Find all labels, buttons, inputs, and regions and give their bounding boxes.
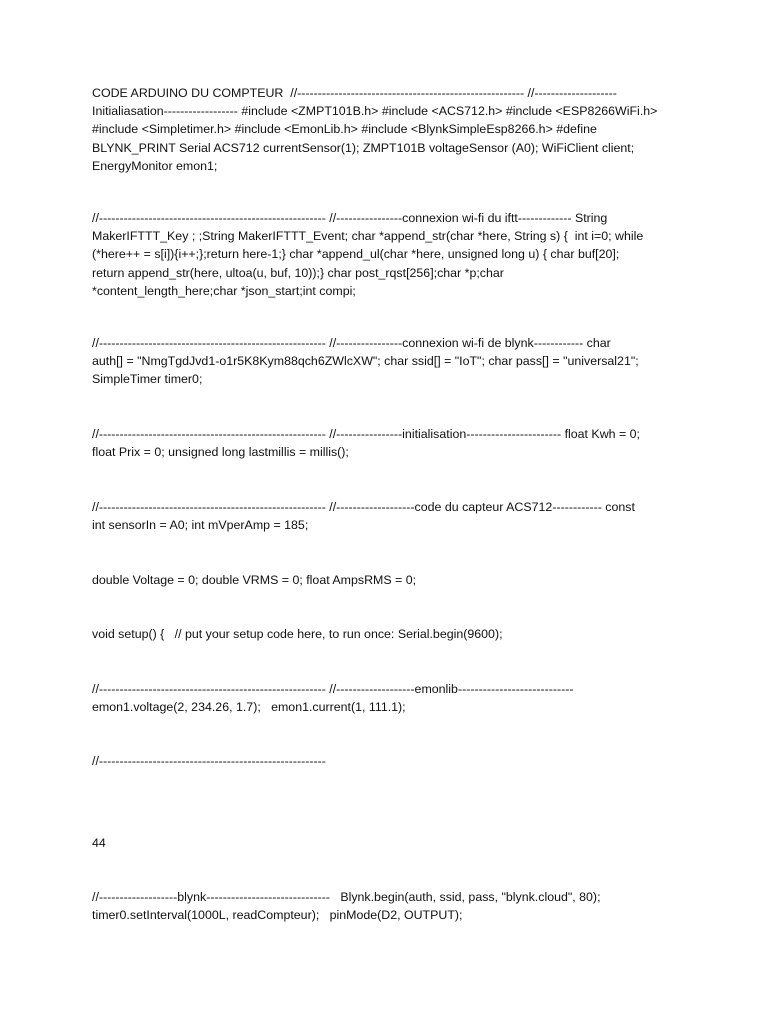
code-paragraph-includes: CODE ARDUINO DU COMPTEUR //------------------------------------------------------- //-------------------- Initialiasation------------------ #include <ZMPT101B.h> #include <ACS712.h> #include <ESP8266WiFi.h> #include <Simpletimer.h> #include <EmonLib.h> #include <BlynkSimpleEsp8266.h> #define BLYNK_PRINT Serial ACS712 currentSensor(1); ZMPT101B voltageSensor (A0); WiFiClient client; EnergyMonitor emon1;: [92, 86, 658, 173]
code-paragraph-initialisation: //------------------------------------------------------- //----------------initialisation----------------------- float Kwh = 0; float Prix = 0; unsigned long lastmillis = millis();: [92, 427, 640, 460]
code-paragraph-acs712: //------------------------------------------------------- //-------------------code du capteur ACS712------------ const int sensorIn = A0; int mVperAmp = 185;: [92, 500, 635, 533]
code-paragraph-emonlib: //------------------------------------------------------- //-------------------emonlib---------------------------- emon1.voltage(2, 234.26, 1.7); emon1.current(1, 111.1);: [92, 682, 574, 715]
code-paragraph-setup: void setup() { // put your setup code here, to run once: Serial.begin(9600);: [92, 627, 503, 641]
code-paragraph-variables: double Voltage = 0; double VRMS = 0; float AmpsRMS = 0;: [92, 573, 417, 587]
page-number: 44: [92, 836, 106, 850]
code-paragraph-blynk-begin: //-------------------blynk------------------------------ Blynk.begin(auth, ssid, pass, "blynk.cloud", 80); timer0.setInterval(1000L, readCompteur); pinMode(D2, OUTPUT);: [92, 890, 601, 923]
code-paragraph-separator: //-------------------------------------------------------: [92, 754, 326, 768]
code-paragraph-blynk-auth: //------------------------------------------------------- //----------------connexion wi-fi de blynk------------ char auth[] = "NmgTgdJvd1-o1r5K8Kym88qch6ZWlcXW"; char ssid[] = "IoT"; char pass[] = "universal21"; SimpleTimer timer0;: [92, 336, 639, 387]
code-paragraph-ifttt: //------------------------------------------------------- //----------------connexion wi-fi du iftt------------- String MakerIFTTT_Key ; ;String MakerIFTTT_Event; char *append_str(char *here, String s) { int i=0; while (*here++ = s[i]){i++;};return here-1;} char *append_ul(char *here, unsigned long u) { char buf[20]; return append_str(here, ultoa(u, buf, 10));} char post_rqst[256];char *p;char *content_length_here;char *json_start;int compi;: [92, 211, 644, 298]
